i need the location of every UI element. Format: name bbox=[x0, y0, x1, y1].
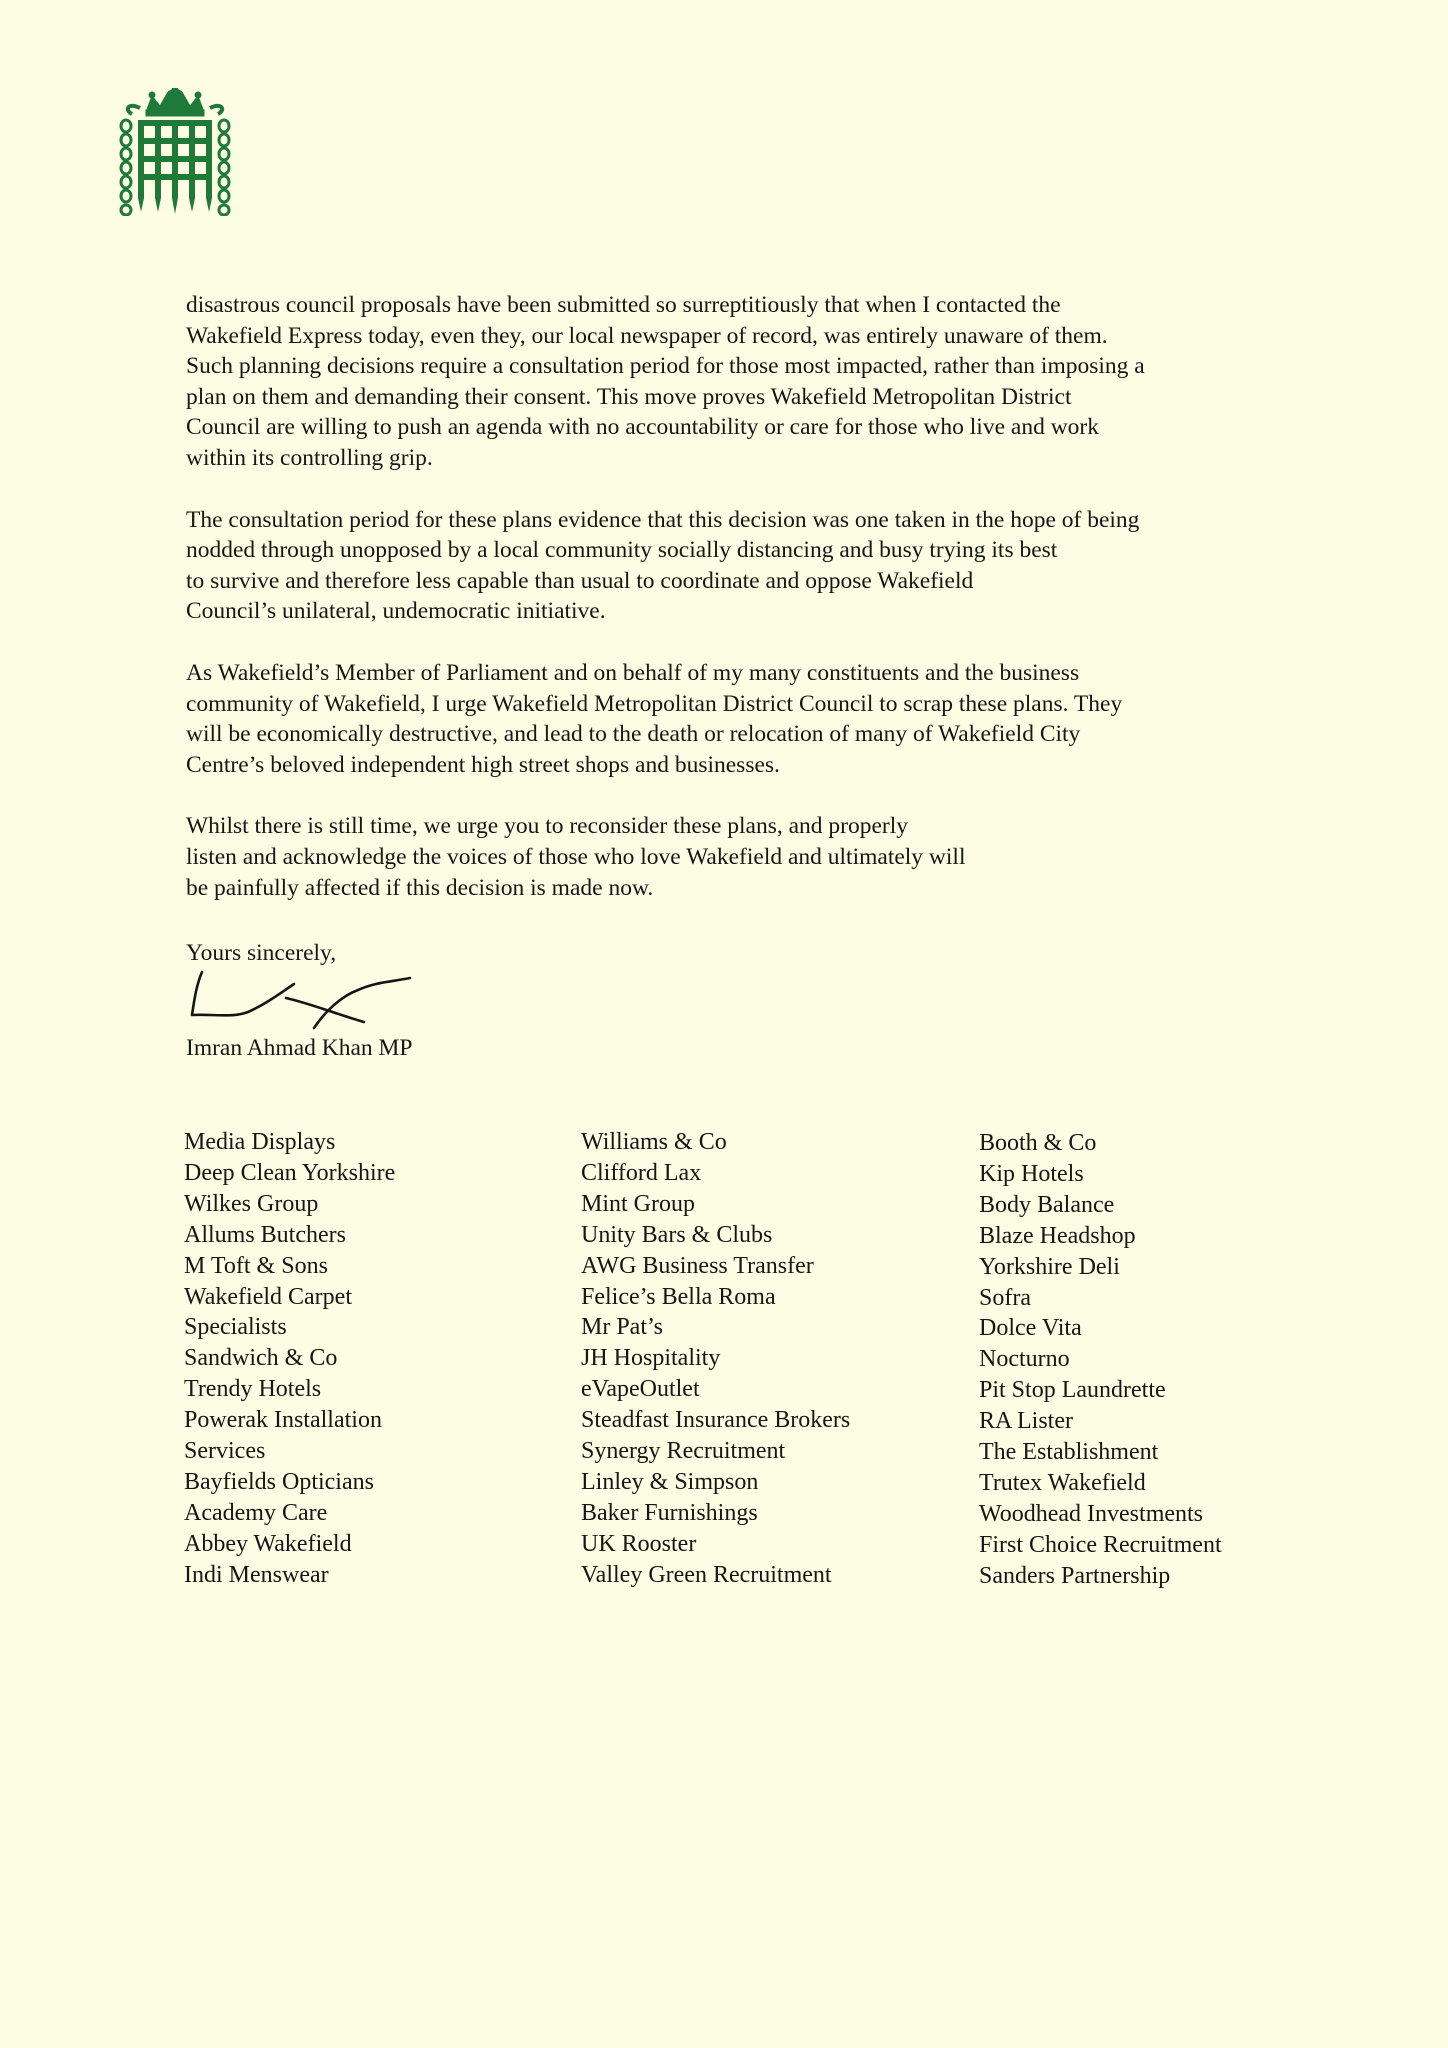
list-item: M Toft & Sons bbox=[184, 1252, 328, 1279]
list-item: Trutex Wakefield bbox=[979, 1469, 1146, 1496]
list-item: eVapeOutlet bbox=[581, 1376, 700, 1403]
paragraph-4 bbox=[186, 811, 1306, 903]
portcullis-crest-icon bbox=[118, 88, 232, 216]
paragraph-line: Wakefield Express today, even they, our local newspaper of record, was entirely unaware of them. bbox=[186, 322, 1108, 349]
list-item: Yorkshire Deli bbox=[979, 1253, 1120, 1280]
list-item: Allums Butchers bbox=[184, 1221, 346, 1248]
list-item: Trendy Hotels bbox=[184, 1376, 322, 1403]
list-item: Sanders Partnership bbox=[979, 1562, 1171, 1589]
signatory-list-column-1 bbox=[184, 1127, 395, 1591]
paragraph-line: within its controlling grip. bbox=[186, 444, 433, 471]
paragraph-line: community of Wakefield, I urge Wakefield Metropolitan District Council to scrap these plans. They bbox=[186, 690, 1123, 717]
list-item: Bayfields Opticians bbox=[184, 1468, 374, 1495]
list-item: Felice’s Bella Roma bbox=[581, 1283, 776, 1310]
paragraph-line: Council are willing to push an agenda with no accountability or care for those who live and work bbox=[186, 414, 1099, 441]
list-item: Woodhead Investments bbox=[979, 1500, 1204, 1527]
list-item: Valley Green Recruitment bbox=[581, 1561, 832, 1588]
paragraph-line: disastrous council proposals have been submitted so surreptitiously that when I contacted the bbox=[186, 292, 1061, 318]
list-item: First Choice Recruitment bbox=[979, 1531, 1222, 1558]
list-item: Academy Care bbox=[184, 1499, 328, 1526]
list-item: The Establishment bbox=[979, 1439, 1159, 1466]
paragraph-line: Council’s unilateral, undemocratic initiative. bbox=[186, 598, 606, 625]
list-item: Services bbox=[184, 1438, 266, 1465]
list-item: Sandwich & Co bbox=[184, 1345, 338, 1372]
list-item: Clifford Lax bbox=[581, 1159, 702, 1186]
list-item: Specialists bbox=[184, 1314, 287, 1341]
paragraph-line: Such planning decisions require a consultation period for those most impacted, rather than imposing a bbox=[186, 353, 1145, 380]
paragraph-line: Centre’s beloved independent high street shops and businesses. bbox=[186, 751, 780, 778]
list-item: Body Balance bbox=[979, 1191, 1115, 1218]
closing-text: Yours sincerely, bbox=[186, 940, 337, 966]
paragraph-line: As Wakefield’s Member of Parliament and on behalf of my many constituents and the business bbox=[186, 659, 1080, 686]
list-item: Indi Menswear bbox=[184, 1561, 329, 1588]
list-item: AWG Business Transfer bbox=[581, 1252, 814, 1279]
list-item: Kip Hotels bbox=[979, 1160, 1084, 1187]
paragraph-line: be painfully affected if this decision is made now. bbox=[186, 874, 654, 901]
signatory-name: Imran Ahmad Khan MP bbox=[186, 1035, 413, 1061]
list-item: Wilkes Group bbox=[184, 1190, 319, 1217]
list-item: Baker Furnishings bbox=[581, 1499, 758, 1526]
list-item: Mint Group bbox=[581, 1190, 695, 1217]
paragraph-1 bbox=[186, 290, 1306, 474]
list-item: Steadfast Insurance Brokers bbox=[581, 1407, 851, 1434]
paragraph-line: to survive and therefore less capable than usual to coordinate and oppose Wakefield bbox=[186, 567, 974, 594]
list-item: RA Lister bbox=[979, 1408, 1073, 1435]
paragraph-line: listen and acknowledge the voices of those who love Wakefield and ultimately will bbox=[186, 843, 966, 870]
paragraph-3 bbox=[186, 658, 1306, 780]
signatory-list-column-2 bbox=[581, 1127, 850, 1591]
list-item: Sofra bbox=[979, 1284, 1031, 1311]
list-item: Dolce Vita bbox=[979, 1315, 1082, 1342]
list-item: Blaze Headshop bbox=[979, 1222, 1136, 1249]
handwritten-signature-icon bbox=[186, 960, 416, 1040]
list-item: Wakefield Carpet bbox=[184, 1283, 352, 1310]
list-item: UK Rooster bbox=[581, 1530, 697, 1557]
list-item: Nocturno bbox=[979, 1346, 1070, 1373]
letter-body bbox=[186, 290, 1306, 934]
paragraph-line: will be economically destructive, and lead to the death or relocation of many of Wakefield City bbox=[186, 721, 1081, 748]
list-item: Powerak Installation bbox=[184, 1407, 382, 1434]
list-item: Unity Bars & Clubs bbox=[581, 1221, 773, 1248]
paragraph-line: plan on them and demanding their consent. This move proves Wakefield Metropolitan District bbox=[186, 383, 1072, 410]
list-item: Mr Pat’s bbox=[581, 1314, 664, 1341]
list-item: Synergy Recruitment bbox=[581, 1438, 786, 1465]
list-item: Pit Stop Laundrette bbox=[979, 1377, 1166, 1404]
list-item: JH Hospitality bbox=[581, 1345, 721, 1372]
signatory-list-column-3 bbox=[979, 1128, 1222, 1592]
list-item: Williams & Co bbox=[581, 1129, 727, 1155]
paragraph-line: The consultation period for these plans evidence that this decision was one taken in the hope of being bbox=[186, 506, 1140, 533]
paragraph-line: nodded through unopposed by a local community socially distancing and busy trying its best bbox=[186, 537, 1058, 564]
list-item: Deep Clean Yorkshire bbox=[184, 1159, 396, 1186]
paragraph-line: Whilst there is still time, we urge you to reconsider these plans, and properly bbox=[186, 813, 909, 840]
list-item: Media Displays bbox=[184, 1129, 336, 1155]
paragraph-2 bbox=[186, 505, 1306, 627]
list-item: Abbey Wakefield bbox=[184, 1530, 352, 1557]
list-item: Linley & Simpson bbox=[581, 1468, 759, 1495]
list-item: Booth & Co bbox=[979, 1130, 1097, 1156]
